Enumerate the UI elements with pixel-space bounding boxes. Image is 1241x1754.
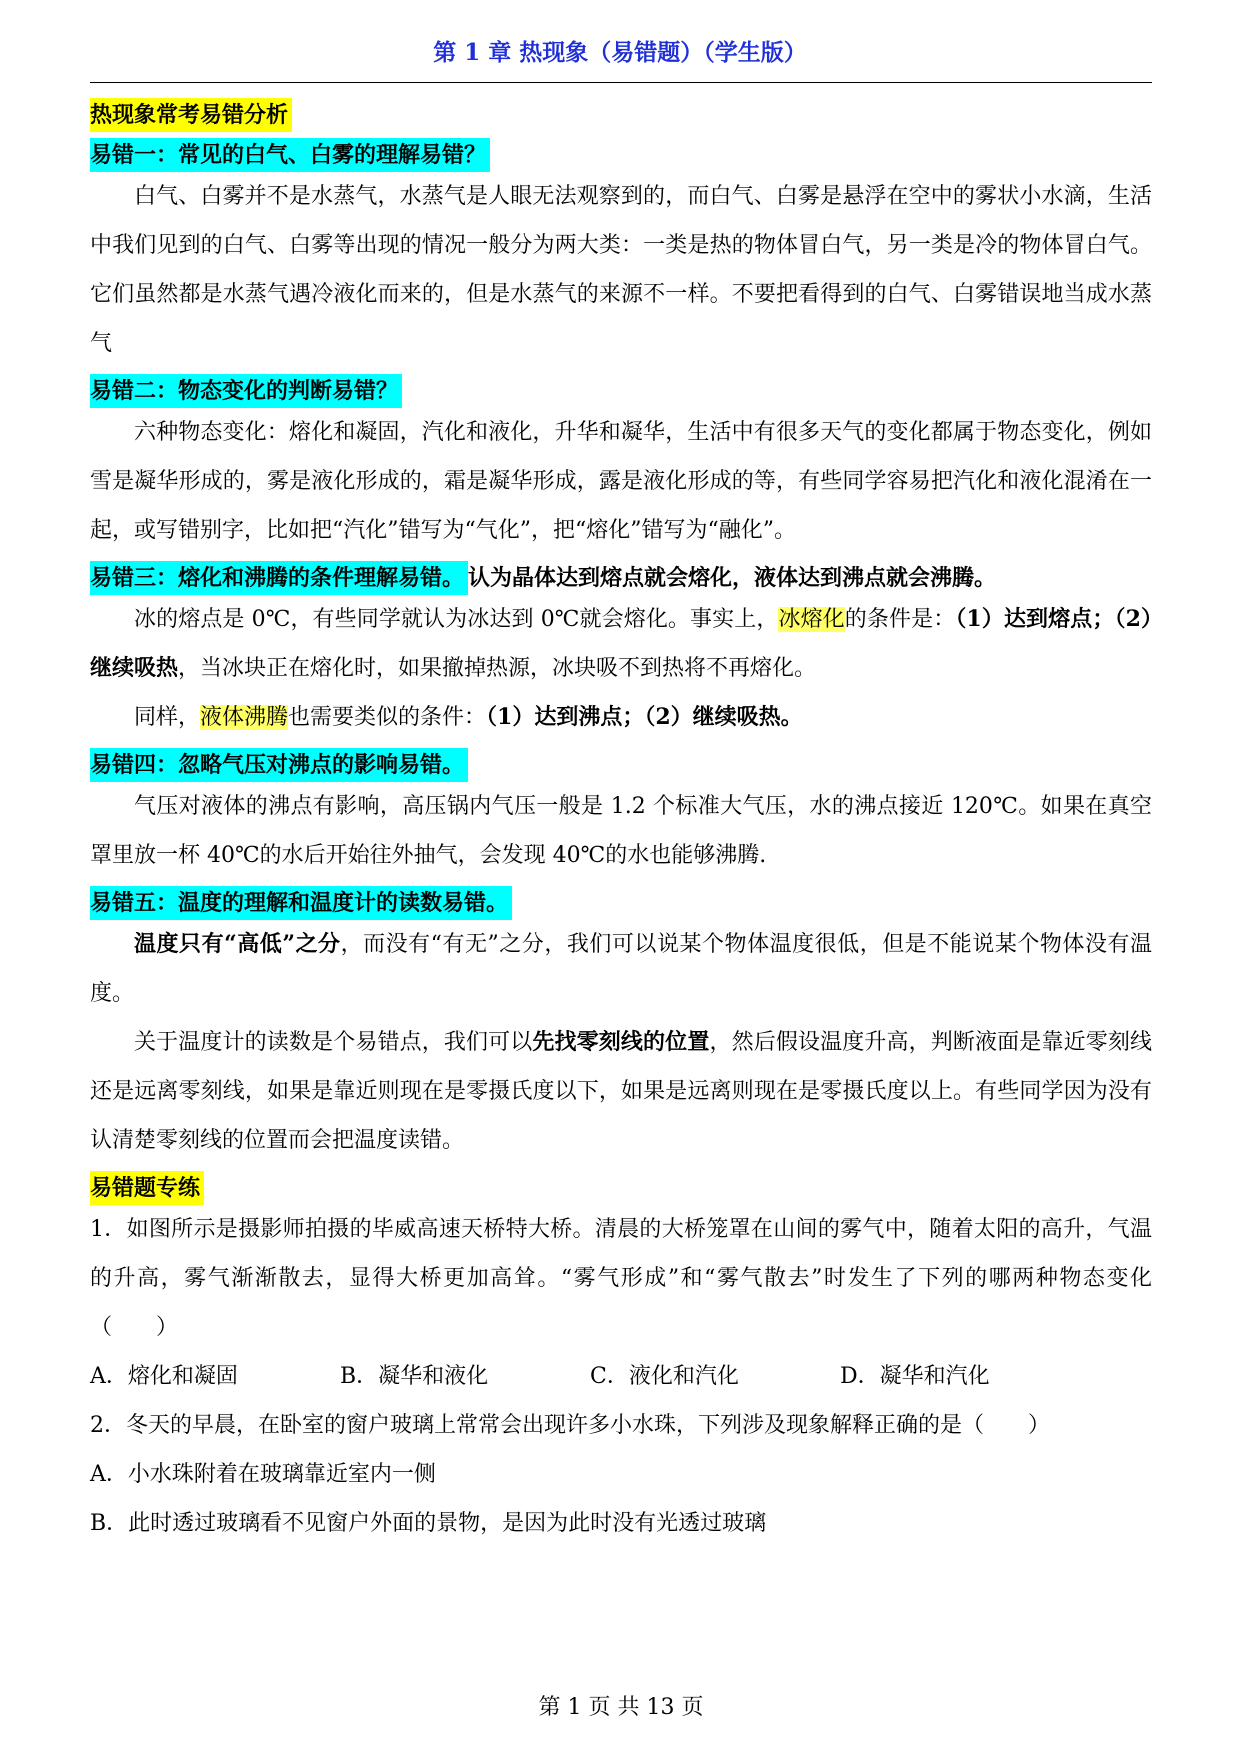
section-5-paragraph-2: [90, 1018, 1152, 1165]
section-2-paragraph: 六种物态变化：熔化和凝固，汽化和液化，升华和凝华，生活中有很多天气的变化都属于物态变化，例如雪是凝华形成的，雾是液化形成的，霜是凝华形成，露是液化形成的等，有些同学容易把汽化和液化混淆在一起，或写错别字，比如把“汽化”错写为“气化”，把“熔化”错写为“融化”。: [90, 420, 1152, 543]
question-1-text: 1．如图所示是摄影师拍摄的毕威高速天桥特大桥。清晨的大桥笼罩在山间的雾气中，随着太阳的高升，气温的升高，雾气渐渐散去，显得大桥更加高耸。“雾气形成”和“雾气散去”时发生了下列的哪两种物态变化（ ）: [90, 1217, 1152, 1340]
section-1-paragraph: 白气、白雾并不是水蒸气，水蒸气是人眼无法观察到的，而白气、白雾是悬浮在空中的雾状小水滴，生活中我们见到的白气、白雾等出现的情况一般分为两大类：一类是热的物体冒白气，另一类是冷的物体冒白气。它们虽然都是水蒸气遇冷液化而来的，但是水蒸气的来源不一样。不要把看得到的白气、白雾错误地当成水蒸气: [90, 184, 1152, 356]
section-5-heading: 易错五：温度的理解和温度计的读数易错。: [90, 886, 512, 920]
bold-melting-conditions: （1）达到熔点；（2）继续吸热: [90, 606, 1152, 681]
question-2-option-b[interactable]: B．此时透过玻璃看不见窗户外面的景物，是因为此时没有光透过玻璃: [90, 1511, 767, 1536]
section-2-heading: 易错二：物态变化的判断易错？: [90, 374, 402, 408]
question-1-option-c[interactable]: C．液化和汽化: [590, 1364, 739, 1389]
section-3-paragraph-2: [90, 693, 1152, 742]
text-run: 关于温度计的读数是个易错点，我们可以: [134, 1030, 533, 1055]
text-run: ，当冰块正在熔化时，如果撤掉热源，冰块吸不到热将不再熔化。: [178, 656, 817, 681]
text-run: ，而没有“有无”之分，我们可以说某个物体温度很低，但是不能说某个物体没有温度。: [90, 932, 1153, 1006]
document-body: [90, 92, 1152, 1548]
page-footer-number: 第 1 页 共 13 页: [538, 1695, 704, 1720]
header-divider: [90, 82, 1152, 83]
text-run: 的条件是：: [844, 607, 956, 632]
practice-title: 易错题专练: [90, 1171, 204, 1205]
analysis-title: 热现象常考易错分析: [90, 98, 292, 132]
section-3-heading-tail: 认为晶体达到熔点就会熔化，液体达到沸点就会沸腾。: [468, 565, 997, 591]
section-3-paragraph-1: [90, 595, 1152, 693]
question-1-option-d[interactable]: D．凝华和汽化: [840, 1364, 990, 1389]
text-run: 同样，: [134, 705, 201, 730]
text-run: 冰的熔点是 0℃，有些同学就认为冰达到 0℃就会熔化。事实上，: [134, 607, 779, 632]
question-1-option-b[interactable]: B．凝华和液化: [340, 1364, 489, 1389]
question-1-option-a[interactable]: A．熔化和凝固: [90, 1364, 238, 1389]
page-header-title: 第 1 章 热现象（易错题）（学生版）: [433, 39, 807, 66]
bold-zero-line: 先找零刻线的位置: [532, 1029, 710, 1055]
bold-boiling-conditions: （1）达到沸点；（2）继续吸热。: [486, 704, 803, 730]
section-4-paragraph: 气压对液体的沸点有影响，高压锅内气压一般是 1.2 个标准大气压，水的沸点接近 120℃。如果在真空罩里放一杯 40℃的水后开始往外抽气，会发现 40℃的水也能够沸腾.: [90, 794, 1152, 868]
text-run: ，然后假设温度升高，判断液面是靠近零刻线还是远离零刻线，如果是靠近则现在是零摄氏度以下，如果是远离则现在是零摄氏度以上。有些同学因为没有认清楚零刻线的位置而会把温度读错。: [90, 1030, 1152, 1153]
question-2-text: 2．冬天的早晨，在卧室的窗户玻璃上常常会出现许多小水珠，下列涉及现象解释正确的是（ ）: [90, 1413, 1051, 1438]
highlight-ice-melting: 冰熔化: [778, 607, 845, 632]
highlight-liquid-boiling: 液体沸腾: [200, 705, 289, 730]
section-3-heading: 易错三：熔化和沸腾的条件理解易错。: [90, 561, 468, 595]
bold-temperature-note: 温度只有“高低”之分: [134, 931, 341, 957]
section-1-heading: 易错一：常见的白气、白雾的理解易错？: [90, 138, 490, 172]
section-4-heading: 易错四：忽略气压对沸点的影响易错。: [90, 748, 468, 782]
section-5-paragraph-1: [90, 920, 1152, 1018]
question-2-option-a[interactable]: A．小水珠附着在玻璃靠近室内一侧: [90, 1462, 436, 1487]
text-run: 也需要类似的条件：: [288, 705, 487, 730]
question-1-options: [90, 1352, 1152, 1401]
